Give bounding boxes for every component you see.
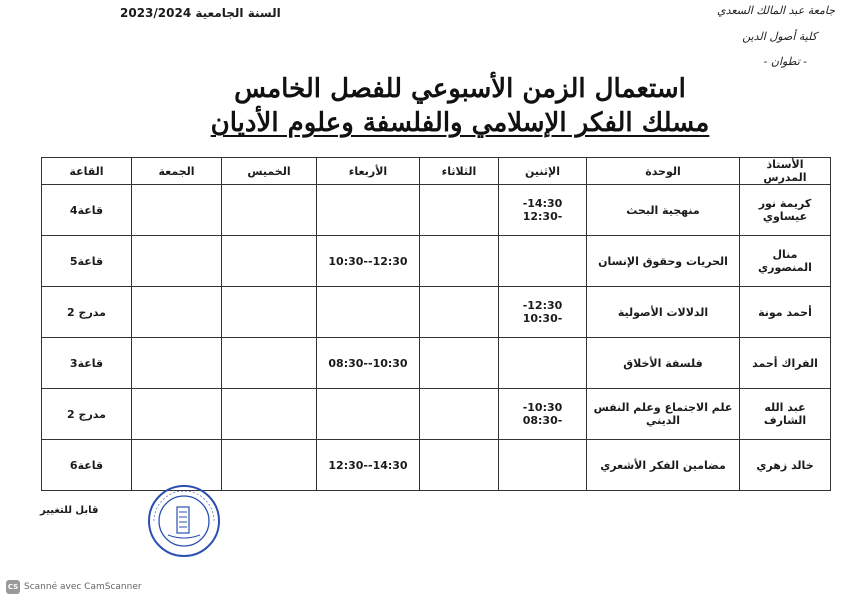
table-row (42, 236, 831, 287)
monday-cell (499, 440, 587, 491)
teacher-cell: كريمة نور عيساوي (740, 185, 831, 236)
wednesday-cell: 10:30--08:30 (317, 338, 420, 389)
scanner-footer (6, 580, 142, 594)
friday-cell (132, 287, 222, 338)
teacher-cell: أحمد مونة (740, 287, 831, 338)
column-header-room: القاعة (42, 158, 132, 185)
city-name: - تطوان - (763, 55, 807, 68)
university-name: جامعة عبد المالك السعدي (716, 4, 835, 17)
unit-cell: الدلالات الأصولية (587, 287, 740, 338)
column-header-tuesday: الثلاثاء (420, 158, 499, 185)
unit-cell: مضامين الفكر الأشعري (587, 440, 740, 491)
table-row (42, 338, 831, 389)
tuesday-cell (420, 185, 499, 236)
wednesday-cell: 14:30--12:30 (317, 440, 420, 491)
thursday-cell (222, 287, 317, 338)
room-cell: قاعة6 (42, 440, 132, 491)
subject-to-change-note: قابل للتغيير (40, 505, 99, 516)
camscanner-logo-icon: CS (6, 580, 20, 594)
unit-cell: منهجية البحث (587, 185, 740, 236)
tuesday-cell (420, 338, 499, 389)
room-cell: قاعة4 (42, 185, 132, 236)
monday-cell: 14:30--12:30 (499, 185, 587, 236)
column-header-unit: الوحدة (587, 158, 740, 185)
thursday-cell (222, 338, 317, 389)
schedule-table (41, 157, 831, 491)
monday-cell: 10:30--08:30 (499, 389, 587, 440)
tuesday-cell (420, 389, 499, 440)
table-row (42, 287, 831, 338)
teacher-cell: خالد زهري (740, 440, 831, 491)
thursday-cell (222, 440, 317, 491)
schedule-title: استعمال الزمن الأسبوعي للفصل الخامس (234, 74, 686, 104)
column-header-wednesday: الأربعاء (317, 158, 420, 185)
faculty-name: كلية أصول الدين (742, 30, 817, 43)
room-cell: قاعة5 (42, 236, 132, 287)
column-header-teacher: الأستاذ المدرس (740, 158, 831, 185)
column-header-monday: الإثنين (499, 158, 587, 185)
unit-cell: علم الاجتماع وعلم النفس الديني (587, 389, 740, 440)
monday-cell (499, 236, 587, 287)
room-cell: قاعة3 (42, 338, 132, 389)
thursday-cell (222, 389, 317, 440)
wednesday-cell (317, 389, 420, 440)
monday-cell (499, 338, 587, 389)
column-header-thursday: الخميس (222, 158, 317, 185)
academic-year: السنة الجامعية 2023/2024 (120, 6, 281, 20)
wednesday-cell (317, 287, 420, 338)
thursday-cell (222, 236, 317, 287)
tuesday-cell (420, 287, 499, 338)
column-header-friday: الجمعة (132, 158, 222, 185)
table-header-row (42, 158, 831, 185)
table-row (42, 185, 831, 236)
table-row (42, 389, 831, 440)
friday-cell (132, 338, 222, 389)
teacher-cell: الفراك أحمد (740, 338, 831, 389)
friday-cell (132, 185, 222, 236)
room-cell: مدرج 2 (42, 287, 132, 338)
room-cell: مدرج 2 (42, 389, 132, 440)
unit-cell: الحريات وحقوق الإنسان (587, 236, 740, 287)
tuesday-cell (420, 236, 499, 287)
scanner-text: Scanné avec CamScanner (24, 582, 142, 592)
program-title: مسلك الفكر الإسلامي والفلسفة وعلوم الأديان (210, 108, 710, 138)
teacher-cell: منال المنصوري (740, 236, 831, 287)
thursday-cell (222, 185, 317, 236)
unit-cell: فلسفة الأخلاق (587, 338, 740, 389)
wednesday-cell: 12:30--10:30 (317, 236, 420, 287)
seal-stamp-icon (146, 483, 222, 563)
tuesday-cell (420, 440, 499, 491)
monday-cell: 12:30--10:30 (499, 287, 587, 338)
wednesday-cell (317, 185, 420, 236)
friday-cell (132, 236, 222, 287)
friday-cell (132, 389, 222, 440)
teacher-cell: عبد الله الشارف (740, 389, 831, 440)
